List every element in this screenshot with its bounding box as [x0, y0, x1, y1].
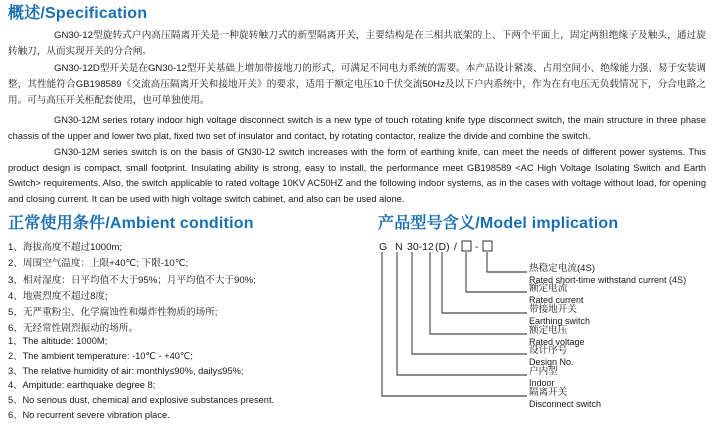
label-zh: 额定电流	[529, 283, 568, 294]
code-dash: -	[475, 241, 479, 253]
code-slash: /	[454, 241, 457, 253]
label-en: Rated current	[529, 295, 584, 305]
leader-line	[397, 252, 527, 375]
list-item: 3、相对湿度：日平均值不大于95%；月平均值不大于90%;	[8, 274, 256, 286]
leader-line	[442, 252, 527, 313]
list-item: 3、The relative humidity of air: monthly≤90%, daily≤95%;	[8, 365, 244, 376]
label-en: Rated short-time withstand current (4S)	[529, 275, 687, 285]
list-item: 6、无经常性剧烈振动的场所。	[8, 323, 139, 335]
code-rating: 30-12	[407, 241, 434, 253]
list-item: 5、无严重粉尘、化学腐蚀性和爆炸性物质的场所;	[8, 307, 218, 319]
code-letter-g: G	[379, 241, 388, 253]
list-item: 1、海拔高度不超过1000m;	[8, 242, 123, 253]
label-zh: 热稳定电流(4S)	[529, 263, 596, 274]
list-item: 4、地震烈度不超过8度;	[8, 290, 108, 302]
spec-paragraph-2: GN30-12D型开关是在GN30-12型开关基础上增加带接地刀的形式，可满足不同电力系统的需要。本产品设计紧凑、占用空间小、绝缘能力强、易于安装调整，其性能符合GB198589《交流高压隔离开关和接地开关》的要求，适用于额定电压10千伏交流50Hz及以下户内系统中，作为在有电压无负载情况下，分合电路之用。可与高压开关柜配套使用，也可单独使用。	[8, 63, 706, 106]
code-letter-n: N	[395, 241, 403, 253]
label-en: Disconnect switch	[529, 399, 602, 409]
leader-line	[430, 252, 527, 334]
label-zh: 隔离开关	[529, 387, 568, 398]
leader-line	[412, 252, 527, 354]
label-en: Rated voltage	[529, 337, 585, 347]
leader-line	[487, 252, 527, 272]
specification-heading: 概述/Specification	[8, 5, 148, 22]
list-item: 4、Ampitude: earthquake degree 8;	[8, 380, 156, 391]
label-en: Indoor	[529, 378, 555, 388]
ambient-heading: 正常使用条件/Ambient condition	[8, 215, 254, 232]
spec-paragraph-3: GN30-12M series rotary indoor high voltage disconnect switch is a new type of touch rotating knife type disconnect switch, the main structure in three phase chassis of the upper and lower two plat, fixed two set of insulator and contact, by rotating contactor, realize the divide and combine the switch.	[8, 115, 706, 141]
label-zh: 户内型	[529, 366, 558, 377]
code-box-withstand	[483, 241, 492, 251]
list-item: 1、The altitude: 1000M;	[8, 336, 108, 346]
spec-paragraph-1: GN30-12型旋转式户内高压隔离开关是一种旋转触刀式的新型隔离开关，主要结构是在三相共底架的上、下两个平面上，固定两组绝缘子及触头，通过旋转触刀，从而实现开关的分合闸。	[8, 30, 706, 57]
label-en: Earthing switch	[529, 316, 591, 326]
label-zh: 带接地开关	[529, 304, 577, 315]
list-item: 6、No recurrent severe vibration place.	[8, 409, 170, 420]
list-item: 2、周围空气温度：上限+40℃; 下限-10℃;	[8, 258, 189, 270]
list-item: 5、No serious dust, chemical and explosive substances present.	[8, 395, 275, 406]
leader-line	[382, 252, 527, 396]
spec-paragraph-4: GN30-12M series switch is on the basis of GN30-12 switch increases with the form of earthing knife, can meet the needs of different power systems. This product design is compact, small footprint. Insulating ability is strong, easy to install, the performance meet GB198589 <AC High Voltage Isolating Switch and Earth Switch> requirements. Also, the switch applicable to rated voltage 10KV AC50HZ and the following indoor systems, as in the cases with voltage without load, for opening and closing current. It can be used with high voltage switch cabinet, and also can be used alone.	[8, 147, 706, 204]
model-heading: 产品型号含义/Model implication	[378, 215, 619, 232]
code-box-current	[462, 241, 471, 251]
label-en: Design No.	[529, 357, 574, 367]
label-zh: 设计序号	[529, 345, 568, 356]
label-zh: 额定电压	[529, 325, 568, 336]
code-earthing: (D)	[435, 241, 450, 253]
list-item: 2、The ambient temperature: -10℃ - +40℃;	[8, 350, 193, 361]
